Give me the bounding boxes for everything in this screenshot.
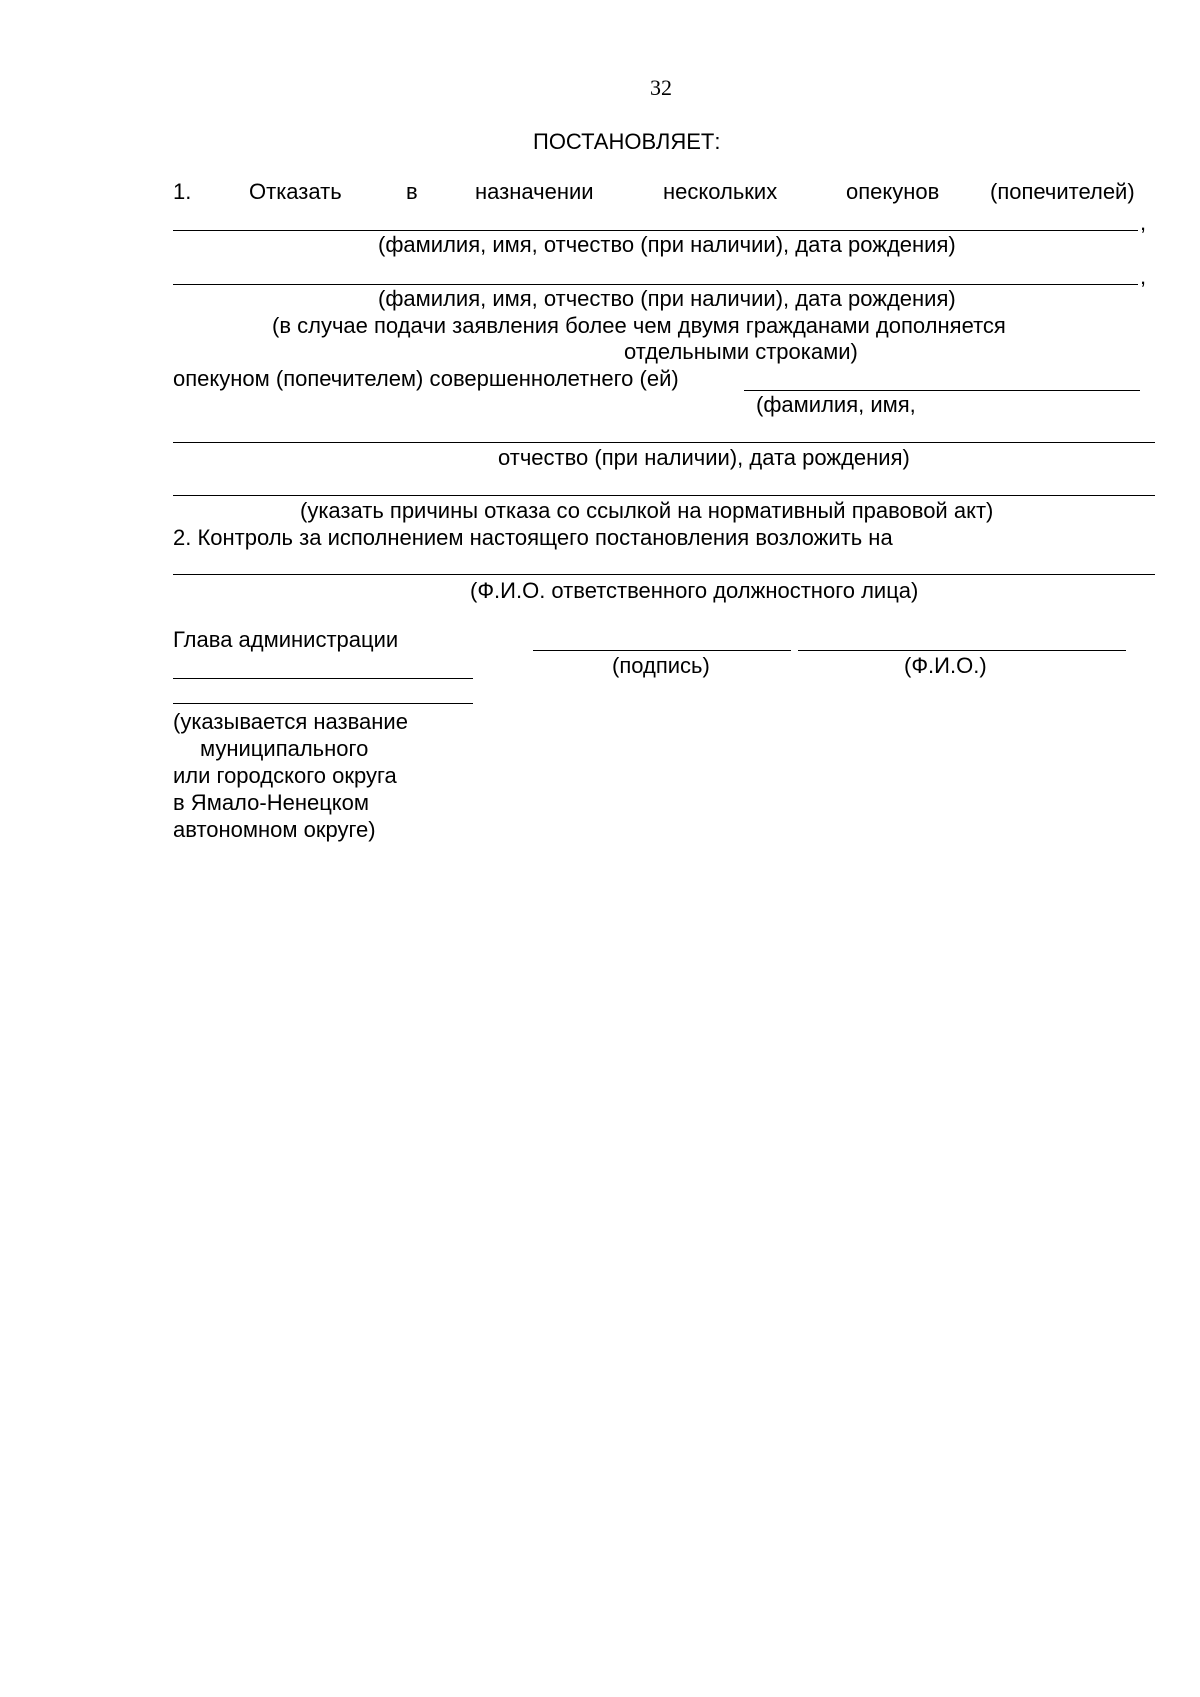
guardian-2-comma: , (1140, 264, 1147, 289)
municipality-note-line-3: или городского округа (173, 763, 397, 788)
signature-fill-line (533, 650, 791, 651)
item1-word-appointment: назначении (475, 179, 594, 204)
guardian-1-caption: (фамилия, имя, отчество (при наличии), дата рождения) (378, 232, 956, 257)
additional-applicants-note-line-1: (в случае подачи заявления более чем двумя гражданами дополняется (272, 313, 1006, 338)
municipality-note-line-4: в Ямало-Ненецком (173, 790, 370, 815)
ward-fill-line (744, 390, 1140, 391)
item1-word-refuse: Отказать (249, 179, 342, 204)
ward-caption-line-1: (фамилия, имя, (756, 392, 916, 417)
additional-applicants-note-line-2: отдельными строками) (624, 339, 858, 364)
name-fill-line (798, 650, 1126, 651)
signature-caption: (подпись) (612, 653, 710, 678)
municipality-fill-line-2 (173, 703, 473, 704)
municipality-fill-line-1 (173, 678, 473, 679)
page-number: 32 (650, 75, 672, 100)
ward-caption-line-2: отчество (при наличии), дата рождения) (498, 445, 910, 470)
refusal-reason-fill-line (173, 495, 1155, 496)
municipality-note (173, 708, 408, 843)
item1-word-in: в (406, 179, 418, 204)
item1-word-several: нескольких (663, 179, 778, 204)
guardian-2-caption: (фамилия, имя, отчество (при наличии), дата рождения) (378, 286, 956, 311)
document-heading: ПОСТАНОВЛЯЕТ: (533, 129, 721, 154)
responsible-official-fill-line (173, 574, 1155, 575)
municipality-note-line-2: муниципального (200, 736, 369, 761)
municipality-note-line-5: автономном округе) (173, 817, 376, 842)
head-of-administration-label: Глава администрации (173, 627, 399, 652)
guardian-1-fill-line (173, 230, 1138, 231)
item2-text: 2. Контроль за исполнением настоящего постановления возложить на (173, 525, 893, 550)
guardian-2-fill-line (173, 284, 1138, 285)
ward-fill-line-2 (173, 442, 1155, 443)
responsible-official-caption: (Ф.И.О. ответственного должностного лица) (470, 578, 919, 603)
name-caption: (Ф.И.О.) (904, 653, 987, 678)
ward-label: опекуном (попечителем) совершеннолетнего (ей) (173, 366, 679, 391)
guardian-1-comma: , (1140, 210, 1147, 235)
item1-word-number: 1. (173, 179, 192, 204)
item1-word-guardians: опекунов (846, 179, 940, 204)
item1-word-trustees: (попечителей) (990, 179, 1135, 204)
municipality-note-line-1: (указывается название (173, 709, 408, 734)
refusal-reason-caption: (указать причины отказа со ссылкой на нормативный правовой акт) (300, 498, 994, 523)
